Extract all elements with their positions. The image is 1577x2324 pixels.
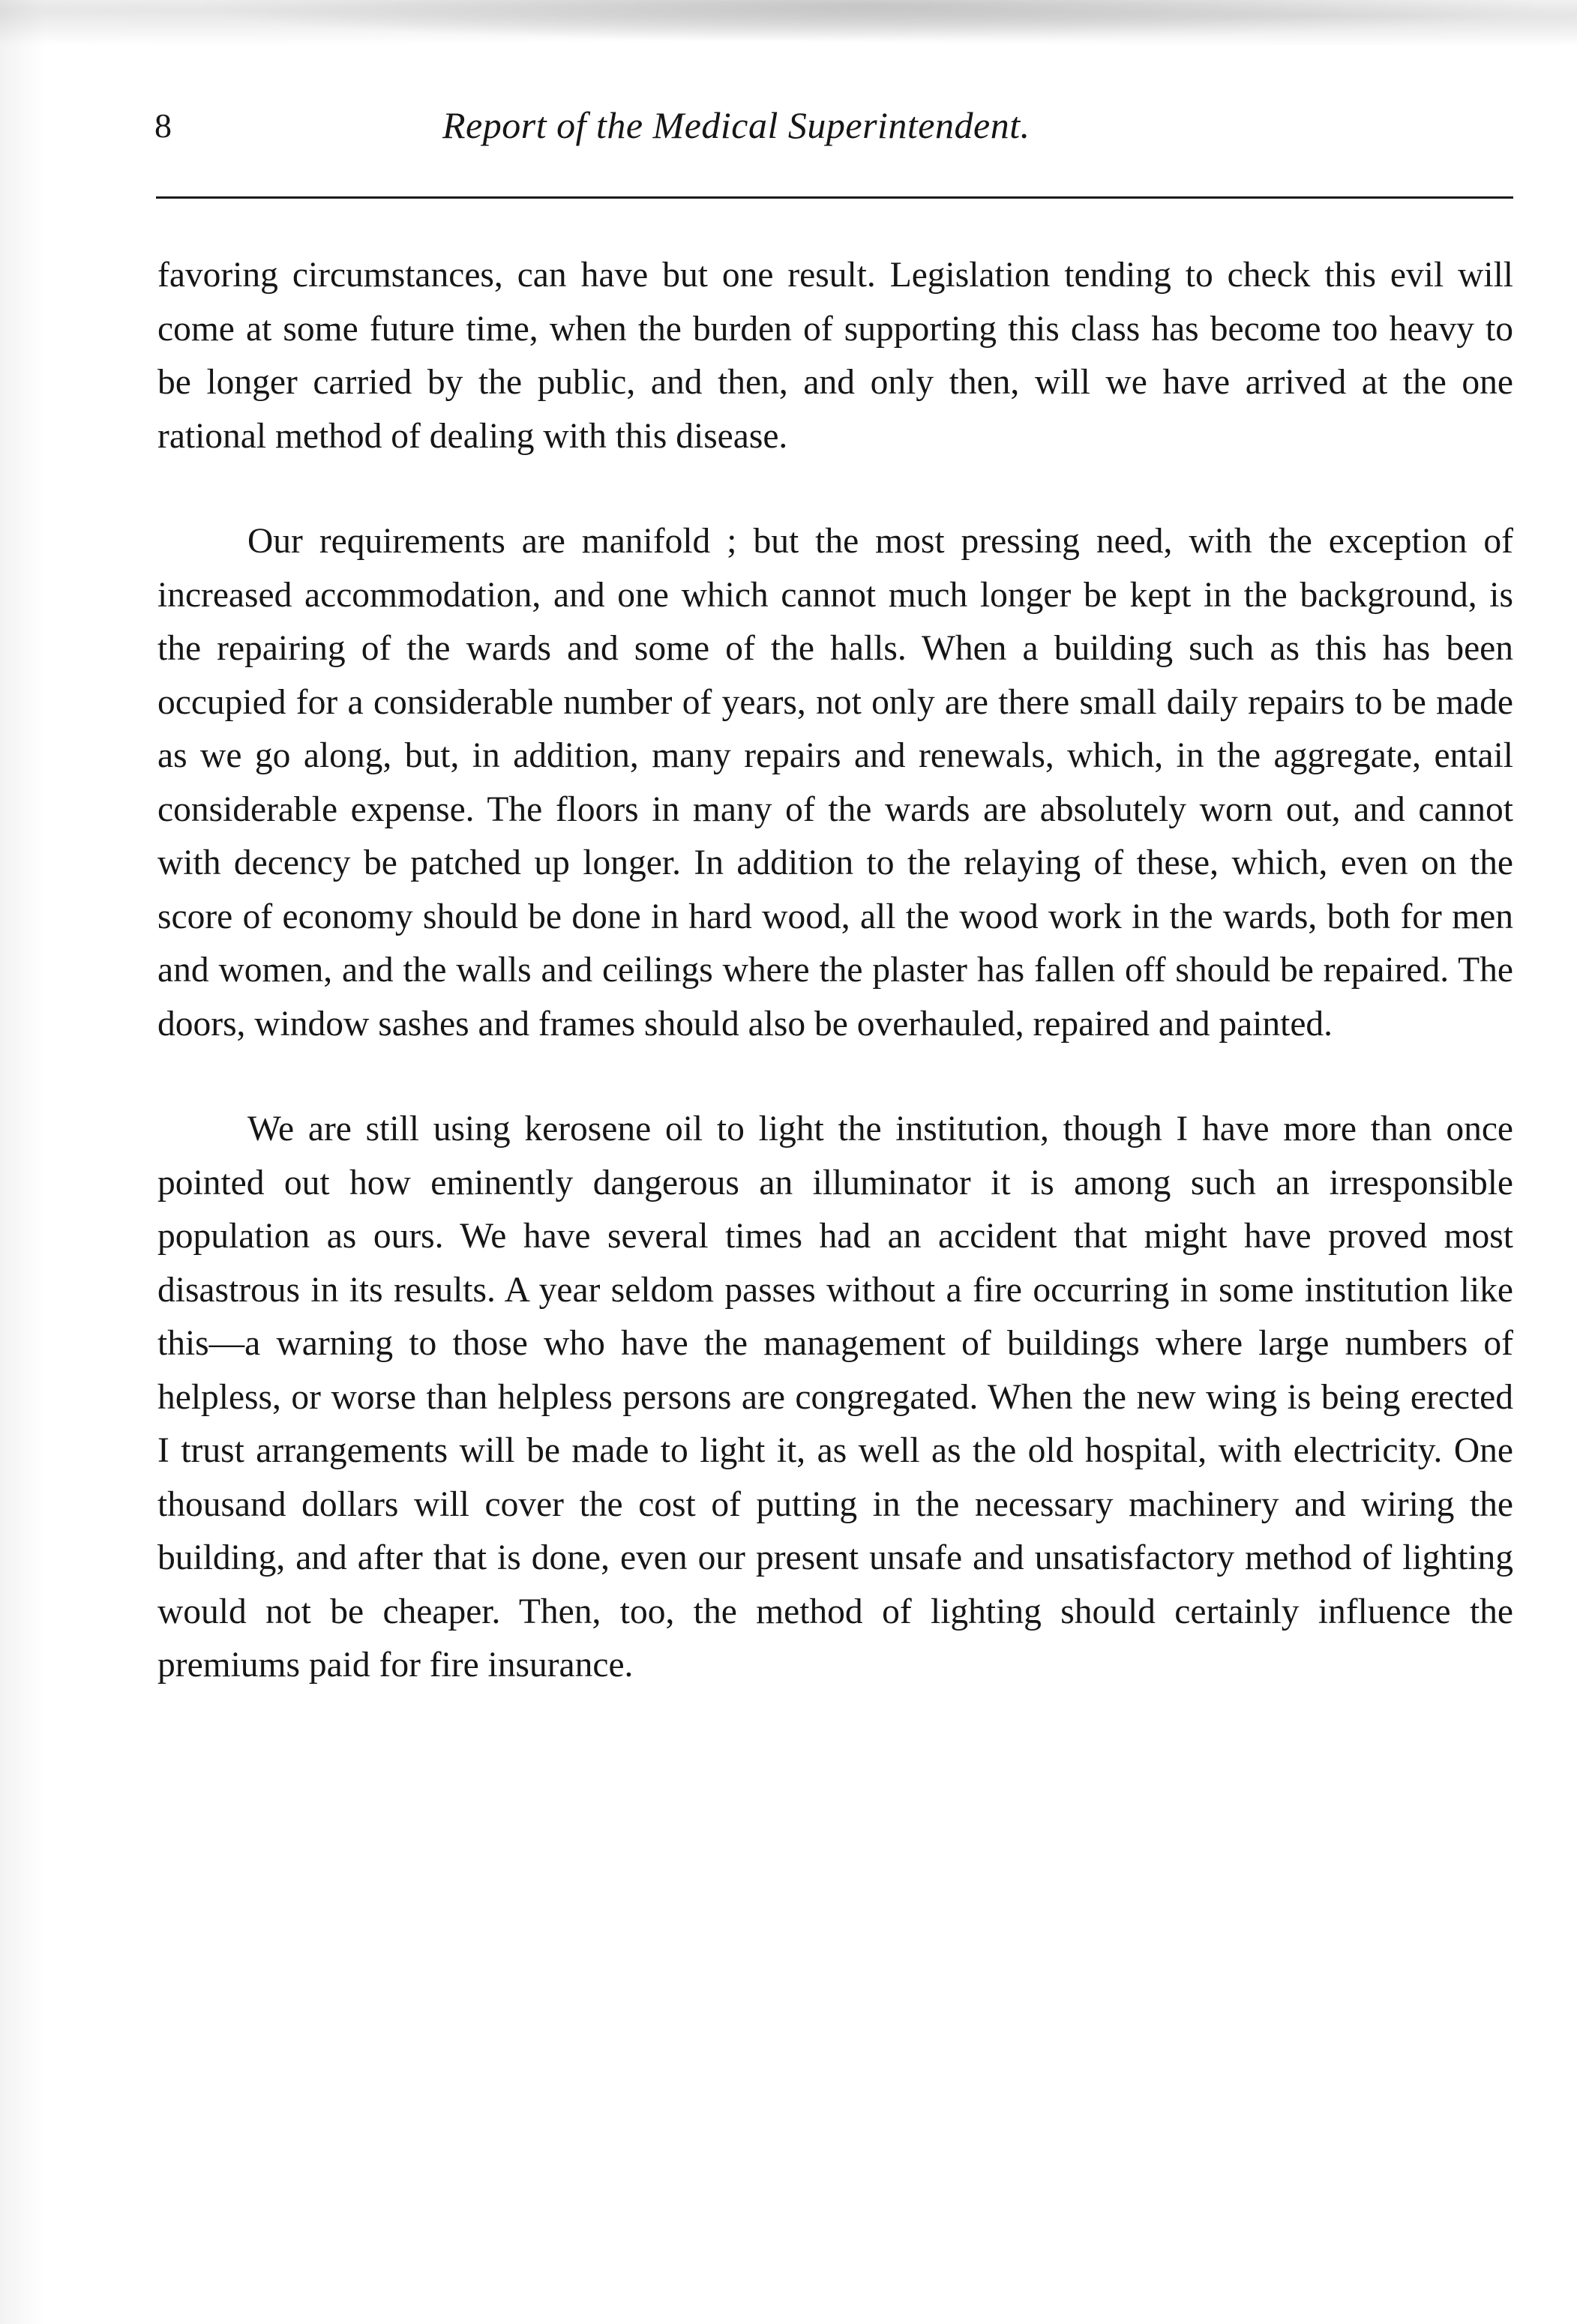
header-rule	[156, 196, 1513, 199]
running-title: Report of the Medical Superintendent.	[442, 104, 1030, 146]
paragraph-continuation: favoring circumstances, can have but one result. Legislation tending to check this evil will come at some future time, when the burden of supporting this class has become too heavy to be longer carried by the public, and then, and only then, will we have arrived at the one rational method of dealing with this disease.	[157, 256, 1513, 456]
paragraph-lighting: We are still using kerosene oil to light the institution, though I have more than once pointed out how eminently dangerous an illuminator it is among such an irresponsible population as ours. We have several times had an accident that might have proved most disastrous in its results. A year seldom passes without a fire occurring in some institution like this—a warning to those who have the management of buildings where large numbers of helpless, or worse than helpless persons are congregated. When the new wing is being erected I trust arrangements will be made to light it, as well as the old hospital, with electricity. One thousand dollars will cover the cost of putting in the necessary machinery and wiring the building, and after that is done, even our present unsafe and unsatisfactory method of lighting would not be cheaper. Then, too, the method of lighting should certainly influence the premiums paid for fire insurance.	[157, 1110, 1513, 1685]
scan-margin-shadow	[0, 0, 45, 2324]
paragraph-requirements: Our requirements are manifold ; but the most pressing need, with the exception of increased accommodation, and one which cannot much longer be kept in the background, is the repairing of the wards and some of the halls. When a building such as this has been occupied for a considerable number of years, not only are there small daily repairs to be made as we go along, but, in addition, many repairs and renewals, which, in the aggregate, entail considerable expense. The floors in many of the wards are absolutely worn out, and cannot with decency be patched up longer. In addition to the relaying of these, which, even on the score of economy should be done in hard wood, all the wood work in the wards, both for men and women, and the walls and ceilings where the plaster has fallen off should be repaired. The doors, window sashes and frames should also be overhauled, repaired and painted.	[157, 522, 1513, 1044]
scan-edge-shadow	[0, 0, 1577, 52]
body-text	[157, 249, 1513, 1693]
page-number: 8	[154, 106, 172, 145]
